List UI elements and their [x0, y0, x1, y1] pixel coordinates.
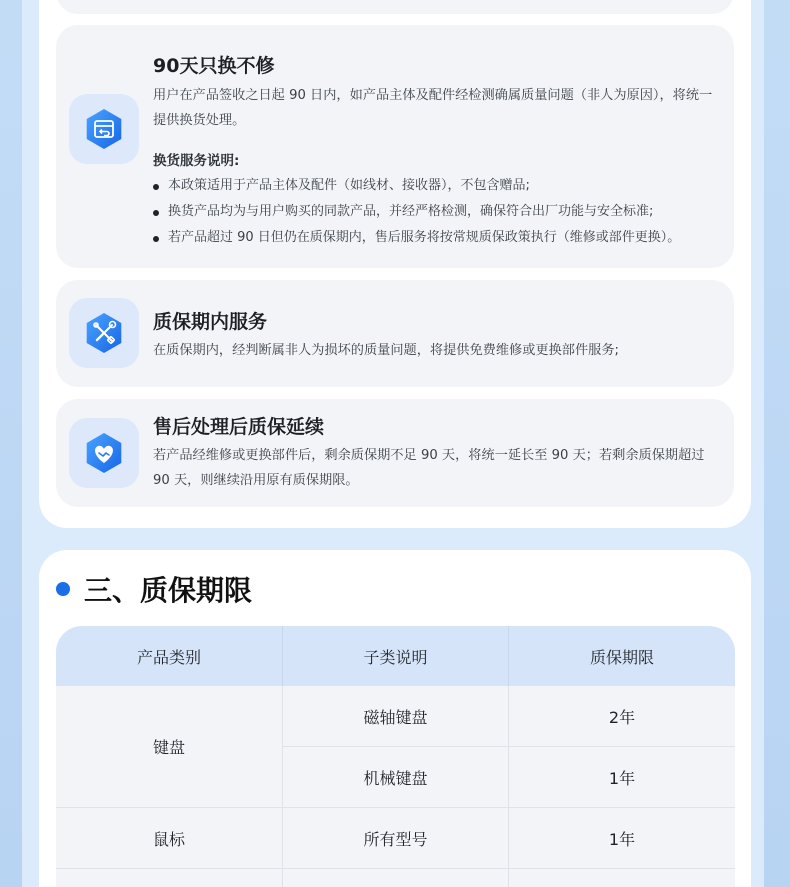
card-title: 质保期内服务: [153, 311, 268, 333]
repair-tools-icon-wrap: [69, 298, 139, 368]
row-divider: [56, 807, 735, 808]
column-header-category: 产品类别: [136, 647, 201, 667]
exchange-box-icon-wrap: [69, 94, 139, 164]
exchange-notes-list: [153, 173, 728, 251]
repair-tools-icon: [82, 311, 126, 355]
table-cell-period: 1年: [608, 829, 636, 849]
table-header: [56, 626, 735, 686]
section-title: 三、质保期限: [84, 574, 253, 607]
column-divider: [508, 626, 509, 686]
list-item: 若产品超过 90 日但仍在质保期内，售后服务将按常规质保政策执行（维修或部件更换）。: [153, 225, 728, 251]
column-divider: [282, 686, 283, 887]
card-warranty-extension: [56, 399, 734, 507]
card-description: 若产品经维修或更换部件后，剩余质保期不足 90 天，将统一延长至 90 天；若剩余质保期超过 90 天，则继续沿用原有质保期限。: [153, 448, 705, 488]
handshake-heart-icon-wrap: [69, 418, 139, 488]
card-title: 售后处理后质保延续: [153, 416, 325, 438]
table-cell-category: 键盘: [152, 738, 185, 757]
page-background-right: [764, 0, 790, 887]
column-header-subtype: 子类说明: [363, 647, 428, 667]
table-cell-category: 鼠标: [152, 829, 185, 849]
table-cell-period: 2年: [608, 707, 636, 727]
card-description: 用户在产品签收之日起 90 日内，如产品主体及配件经检测确属质量问题（非人为原因），将统一提供换货处理。: [153, 88, 713, 128]
card-90-day-exchange: [56, 25, 734, 268]
table-cell-subtype: 磁轴键盘: [363, 707, 428, 727]
row-divider: [56, 868, 735, 869]
row-divider: [282, 746, 735, 747]
page-background-left: [0, 0, 22, 887]
warranty-table: [56, 626, 735, 887]
table-cell-subtype: 机械键盘: [363, 768, 428, 788]
table-body: [56, 686, 735, 887]
handshake-heart-icon: [82, 431, 126, 475]
card-warranty-service: [56, 280, 734, 387]
card-title: 90天只换不修: [153, 55, 275, 77]
column-divider: [508, 686, 509, 887]
card-description: 在质保期内，经判断属非人为损坏的质量问题，将提供免费维修或更换部件服务;: [153, 343, 620, 358]
section-bullet-dot: [56, 582, 70, 596]
table-cell-period: 1年: [608, 768, 636, 788]
previous-card-tail: [56, 0, 734, 14]
exchange-box-icon: [82, 107, 126, 151]
list-item: 换货产品均为与用户购买的同款产品，并经严格检测，确保符合出厂功能与安全标准;: [153, 199, 728, 225]
column-divider: [282, 626, 283, 686]
card-subtitle: 换货服务说明:: [153, 153, 240, 169]
table-cell-subtype: 所有型号: [363, 829, 428, 849]
list-item: 本政策适用于产品主体及配件（如线材、接收器），不包含赠品;: [153, 173, 728, 199]
column-header-period: 质保期限: [589, 647, 654, 667]
